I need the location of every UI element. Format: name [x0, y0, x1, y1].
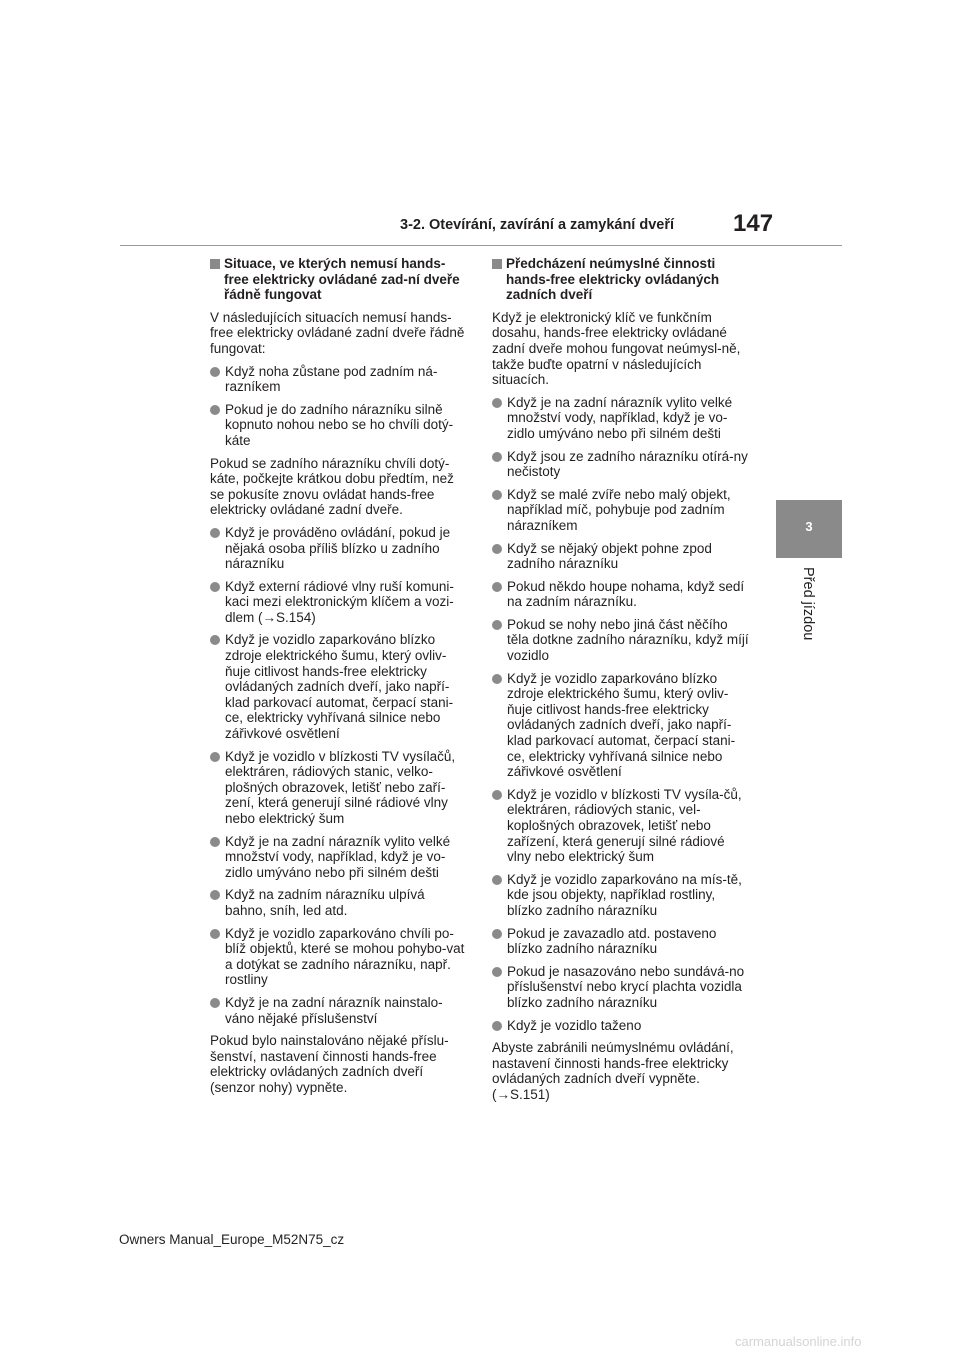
- list-item: [492, 395, 750, 442]
- circle-bullet-icon: [492, 452, 502, 462]
- circle-bullet-icon: [492, 674, 502, 684]
- circle-bullet-icon: [492, 967, 502, 977]
- square-bullet-icon: [492, 259, 502, 269]
- list-item: [210, 632, 468, 741]
- circle-bullet-icon: [492, 1021, 502, 1031]
- section-heading: [210, 256, 468, 303]
- circle-bullet-icon: [210, 405, 220, 415]
- note-paragraph: Pokud se zadního nárazníku chvíli dotý-káte, počkejte krátkou dobu předtím, než se pokusíte znovu ovládat hands-free elektricky ovládané zadní dveře.: [210, 455, 454, 518]
- list-item: [492, 926, 750, 957]
- chapter-tab: [776, 500, 842, 558]
- heading-text: Situace, ve kterých nemusí hands-free elektricky ovládané zad-ní dveře řádně fungovat: [224, 256, 460, 303]
- circle-bullet-icon: [492, 582, 502, 592]
- list-item: [492, 671, 750, 780]
- list-item: [210, 402, 468, 449]
- list-item-text: Když na zadním nárazníku ulpívá bahno, sníh, led atd.: [225, 887, 425, 918]
- circle-bullet-icon: [210, 528, 220, 538]
- circle-bullet-icon: [492, 398, 502, 408]
- list-item: [210, 579, 468, 626]
- list-item-text: Když externí rádiové vlny ruší komuni-kaci mezi elektronickým klíčem a vozi-dlem (→S.154): [225, 578, 454, 625]
- list-item: [210, 926, 468, 988]
- list-item: [210, 887, 468, 918]
- list-item-text: Když se malé zvíře nebo malý objekt, například míč, pohybuje pod zadním nárazníkem: [507, 486, 731, 533]
- list-item-text: Když je vozidlo zaparkováno blízko zdroje elektrického šumu, který ovliv-ňuje citlivost hands-free elektricky ovládaných zadních dveří, jako napří-klad parkovací automat, čerpací stani-ce, elektricky vyhřívaná silnice nebo zářivkové osvětlení: [225, 632, 454, 742]
- list-item-text: Pokud se nohy nebo jiná část něčího těla dotkne zadního nárazníku, když míjí vozidlo: [507, 616, 749, 664]
- list-item: [492, 964, 750, 1011]
- list-item: [210, 834, 468, 881]
- left-column: [210, 256, 468, 1103]
- chapter-title: Před jízdou: [800, 567, 816, 641]
- list-item: [492, 1018, 750, 1034]
- list-item: [492, 872, 750, 919]
- list-item: [210, 364, 468, 395]
- list-item-text: Když je vozidlo taženo: [507, 1017, 642, 1033]
- intro-paragraph: V následujících situacích nemusí hands-free elektricky ovládané zadní dveře řádně fungovat:: [210, 309, 465, 356]
- list-item-text: Pokud je nasazováno nebo sundává-no příslušenství nebo krycí plachta vozidla blízko zadního nárazníku: [507, 963, 745, 1010]
- right-column: [492, 256, 750, 1110]
- circle-bullet-icon: [492, 620, 502, 630]
- list-item: [492, 541, 750, 572]
- circle-bullet-icon: [492, 544, 502, 554]
- list-item: [210, 525, 468, 572]
- circle-bullet-icon: [210, 582, 220, 592]
- list-item-text: Když noha zůstane pod zadním ná-razníkem: [225, 363, 438, 395]
- list-item-text: Když jsou ze zadního nárazníku otírá-ny nečistoty: [507, 448, 748, 480]
- circle-bullet-icon: [210, 635, 220, 645]
- list-item: [492, 579, 750, 610]
- section-title: 3-2. Otevírání, zavírání a zamykání dveří: [400, 217, 675, 233]
- circle-bullet-icon: [492, 929, 502, 939]
- circle-bullet-icon: [492, 875, 502, 885]
- intro-paragraph: Když je elektronický klíč ve funkčním dosahu, hands-free elektricky ovládané zadní dveře mohou fungovat neúmysl-ně, takže buďte opatrní v následujících situacích.: [492, 309, 741, 388]
- circle-bullet-icon: [210, 890, 220, 900]
- list-item-text: Když je vozidlo v blízkosti TV vysílačů, elektráren, rádiových stanic, velko-plošných obrazovek, letišť nebo zaří-zení, která generují silné rádiové vlny nebo elektrický šum: [225, 748, 456, 826]
- list-item: [492, 787, 750, 865]
- list-item-text: Když je vozidlo v blízkosti TV vysíla-čů, elektráren, rádiových stanic, vel-koplošných obrazovek, letišť nebo zařízení, která generují silné rádiové vlny nebo elektrický šum: [507, 786, 742, 865]
- list-item-text: Když je na zadní nárazník vylito velké množství vody, například, když je vo-zidlo umýváno nebo při silném dešti: [507, 394, 733, 441]
- list-item-text: Když se nějaký objekt pohne zpod zadního nárazníku: [507, 540, 712, 572]
- circle-bullet-icon: [210, 752, 220, 762]
- note-paragraph: Pokud bylo nainstalováno nějaké příslu-šenství, nastavení činnosti hands-free elektricky ovládaných zadních dveří (senzor nohy) vypněte.: [210, 1033, 449, 1095]
- list-item-text: Pokud je zavazadlo atd. postaveno blízko zadního nárazníku: [507, 925, 717, 957]
- circle-bullet-icon: [492, 490, 502, 500]
- list-item-text: Když je na zadní nárazník nainstalo-váno nějaké příslušenství: [225, 994, 443, 1026]
- page-number: 147: [733, 210, 774, 237]
- list-item-text: Pokud někdo houpe nohama, když sedí na zadním nárazníku.: [507, 578, 745, 610]
- header-divider: [120, 245, 842, 246]
- list-item: [492, 487, 750, 534]
- square-bullet-icon: [210, 259, 220, 269]
- circle-bullet-icon: [492, 790, 502, 800]
- list-item-text: Když je vozidlo zaparkováno blízko zdroje elektrického šumu, který ovliv-ňuje citlivost hands-free elektricky ovládaných zadních dveří, jako napří-klad parkovací automat, čerpací stani-ce, elektricky vyhřívaná silnice nebo zářivkové osvětlení: [507, 670, 736, 780]
- circle-bullet-icon: [210, 929, 220, 939]
- document-id: Owners Manual_Europe_M52N75_cz: [119, 1232, 345, 1247]
- circle-bullet-icon: [210, 367, 220, 377]
- list-item-text: Když je vozidlo zaparkováno na mís-tě, kde jsou objekty, například rostliny, blízko zadního nárazníku: [507, 871, 742, 918]
- circle-bullet-icon: [210, 998, 220, 1008]
- circle-bullet-icon: [210, 837, 220, 847]
- list-item-text: Když je na zadní nárazník vylito velké množství vody, například, když je vo-zidlo umýváno nebo při silném dešti: [225, 833, 451, 880]
- list-item-text: Pokud je do zadního nárazníku silně kopnuto nohou nebo se ho chvíli dotý-káte: [225, 401, 454, 448]
- heading-text: Předcházení neúmyslné činnosti hands-free elektricky ovládaných zadních dveří: [506, 256, 720, 303]
- closing-paragraph: Abyste zabránili neúmyslnému ovládání, nastavení činnosti hands-free elektricky ovládaných zadních dveří vypněte. (→S.151): [492, 1040, 734, 1102]
- section-heading: [492, 256, 750, 303]
- list-item: [492, 617, 750, 664]
- chapter-number: 3: [805, 519, 813, 534]
- list-item-text: Když je vozidlo zaparkováno chvíli po-blíž objektů, které se mohou pohybo-vat a dotýkat se zadního nárazníku, např. rostliny: [225, 925, 465, 988]
- list-item-text: Když je prováděno ovládání, pokud je nějaká osoba příliš blízko u zadního nárazníku: [225, 524, 451, 572]
- list-item: [210, 995, 468, 1026]
- list-item: [210, 749, 468, 827]
- watermark: carmanualsonline.info: [735, 1334, 862, 1349]
- list-item: [492, 449, 750, 480]
